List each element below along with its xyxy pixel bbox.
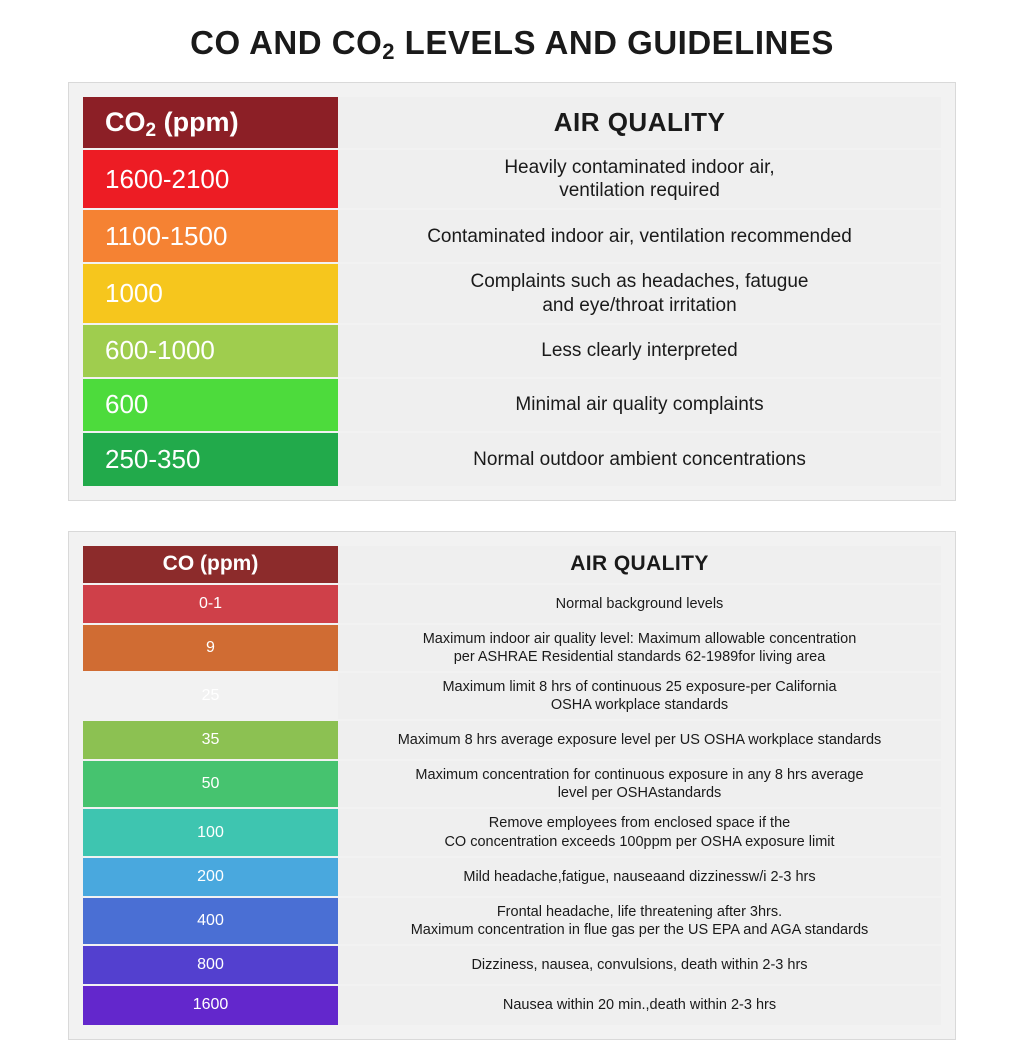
description-line: Mild headache,fatigue, nauseaand dizzinessw/i 2-3 hrs	[463, 868, 816, 885]
description-cell	[338, 760, 941, 808]
level-cell: 100	[83, 808, 338, 856]
description-line: Normal background levels	[555, 595, 724, 612]
description-cell	[338, 857, 941, 897]
description-line: Complaints such as headaches, fatugue	[470, 271, 809, 293]
page-title-subscript: 2	[382, 39, 396, 64]
description-line: Dizziness, nausea, convulsions, death within 2-3 hrs	[471, 956, 808, 973]
table-row	[83, 378, 941, 432]
level-cell: 250-350	[83, 432, 338, 486]
table-row	[83, 760, 941, 808]
table-header-row	[83, 546, 941, 584]
description-cell	[338, 985, 941, 1025]
table-row	[83, 624, 941, 672]
table-row	[83, 720, 941, 760]
description-line: Remove employees from enclosed space if the	[488, 815, 791, 832]
level-cell: 1000	[83, 263, 338, 323]
description-line: Maximum concentration in flue gas per the US EPA and AGA standards	[410, 921, 869, 938]
table-row	[83, 263, 941, 323]
co-header-quality: AIR QUALITY	[338, 546, 941, 584]
table-row	[83, 897, 941, 945]
co-table-body	[83, 584, 941, 1025]
co2-table-body	[83, 149, 941, 486]
description-cell	[338, 672, 941, 720]
co-header-level: CO (ppm)	[83, 546, 338, 584]
page-title	[190, 24, 834, 62]
level-cell: 600	[83, 378, 338, 432]
level-cell: 400	[83, 897, 338, 945]
description-cell	[338, 808, 941, 856]
level-cell: 50	[83, 760, 338, 808]
description-line: OSHA workplace standards	[550, 697, 729, 714]
co2-header-level-text: $CO_2$ (ppm)	[105, 107, 239, 141]
description-line: CO concentration exceeds 100ppm per OSHA exposure limit	[444, 833, 835, 850]
description-cell	[338, 432, 941, 486]
description-cell	[338, 378, 941, 432]
co2-panel	[68, 82, 956, 501]
level-cell: 200	[83, 857, 338, 897]
description-line: and eye/throat irritation	[542, 294, 737, 316]
description-line: level per OSHAstandards	[557, 785, 722, 802]
co2-header-quality: AIR QUALITY	[338, 97, 941, 149]
description-line: Contaminated indoor air, ventilation recommended	[427, 225, 852, 247]
page-title-post: LEVELS AND GUIDELINES	[395, 24, 834, 61]
page-title-pre: CO AND CO	[190, 24, 383, 61]
description-line: Frontal headache, life threatening after 3hrs.	[496, 903, 783, 920]
description-line: Maximum indoor air quality level: Maximum allowable concentration	[422, 630, 857, 647]
co-panel	[68, 531, 956, 1040]
description-line: per ASHRAE Residential standards 62-1989for living area	[453, 648, 826, 665]
description-line: Less clearly interpreted	[541, 340, 738, 362]
level-cell: 9	[83, 624, 338, 672]
level-cell: 35	[83, 720, 338, 760]
level-cell: 0-1	[83, 584, 338, 624]
description-cell	[338, 324, 941, 378]
description-cell	[338, 945, 941, 985]
table-row	[83, 584, 941, 624]
description-line: Maximum limit 8 hrs of continuous 25 exposure-per California	[442, 678, 837, 695]
description-cell	[338, 263, 941, 323]
level-cell: 1600	[83, 985, 338, 1025]
level-cell: 800	[83, 945, 338, 985]
table-row	[83, 672, 941, 720]
table-row	[83, 857, 941, 897]
description-cell	[338, 209, 941, 263]
level-cell: 1600-2100	[83, 149, 338, 209]
table-row	[83, 149, 941, 209]
co2-table	[83, 97, 941, 486]
co2-header-level	[83, 97, 338, 149]
co-table	[83, 546, 941, 1025]
description-line: Nausea within 20 min.,death within 2-3 hrs	[502, 997, 777, 1014]
description-cell	[338, 897, 941, 945]
table-row	[83, 209, 941, 263]
table-row	[83, 808, 941, 856]
level-cell: 600-1000	[83, 324, 338, 378]
description-line: Normal outdoor ambient concentrations	[473, 448, 806, 470]
description-cell	[338, 720, 941, 760]
description-line: Heavily contaminated indoor air,	[504, 157, 775, 178]
description-cell	[338, 624, 941, 672]
table-row	[83, 432, 941, 486]
level-cell: 1100-1500	[83, 209, 338, 263]
description-line: Maximum 8 hrs average exposure level per US OSHA workplace standards	[397, 732, 882, 749]
table-row	[83, 324, 941, 378]
description-cell	[338, 149, 941, 209]
description-cell	[338, 584, 941, 624]
table-row	[83, 945, 941, 985]
description-line: Maximum concentration for continuous exposure in any 8 hrs average	[415, 767, 864, 784]
level-cell: 25	[83, 672, 338, 720]
table-row	[83, 985, 941, 1025]
description-line: ventilation required	[559, 180, 720, 202]
table-header-row	[83, 97, 941, 149]
description-line: Minimal air quality complaints	[515, 394, 764, 416]
